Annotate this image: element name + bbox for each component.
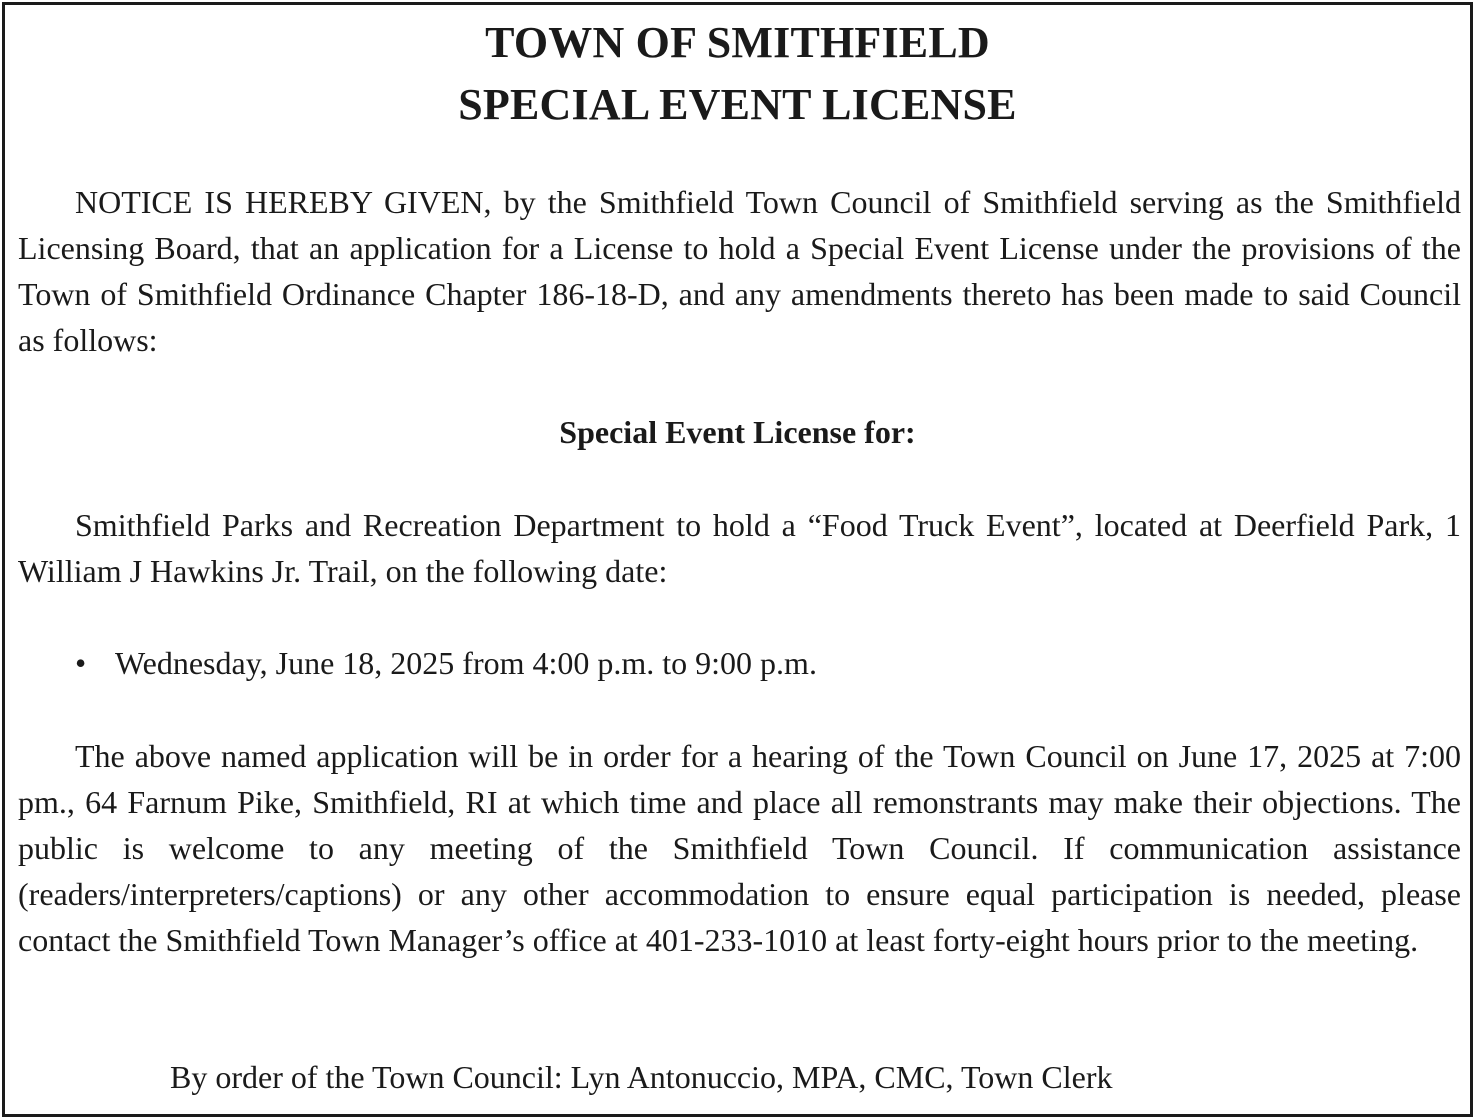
bullet-icon: • — [75, 645, 87, 681]
legal-notice-frame — [2, 2, 1473, 1117]
event-description-paragraph: Smithfield Parks and Recreation Department to hold a “Food Truck Event”, located at Deerfield Park, 1 William J Hawkins Jr. Trail, on the following date: — [18, 507, 1461, 589]
notice-intro-paragraph: NOTICE IS HEREBY GIVEN, by the Smithfield Town Council of Smithfield serving as the Smithfield Licensing Board, that an application for a License to hold a Special Event License under the provisions of the Town of Smithfield Ordinance Chapter 186-18-D, and any amendments thereto has been made to said Council as follows: — [18, 184, 1461, 358]
hearing-paragraph: The above named application will be in order for a hearing of the Town Council on June 17, 2025 at 7:00 pm., 64 Farnum Pike, Smithfield, RI at which time and place all remonstrants may make their objections. The public is welcome to any meeting of the Smithfield Town Council. If communication assistance (readers/interpreters/captions) or any other accommodation to ensure equal participation is needed, please contact the Smithfield Town Manager’s office at 401-233-1010 at least forty-eight hours prior to the meeting. — [18, 738, 1461, 958]
notice-title-line2: SPECIAL EVENT LICENSE — [458, 80, 1017, 129]
event-date-text: Wednesday, June 18, 2025 from 4:00 p.m. to 9:00 p.m. — [115, 645, 817, 681]
license-subheading: Special Event License for: — [559, 414, 916, 450]
signature-line: By order of the Town Council: Lyn Antonuccio, MPA, CMC, Town Clerk — [170, 1059, 1113, 1095]
notice-title-line1: TOWN OF SMITHFIELD — [485, 18, 990, 67]
event-date-list-item — [75, 640, 817, 686]
